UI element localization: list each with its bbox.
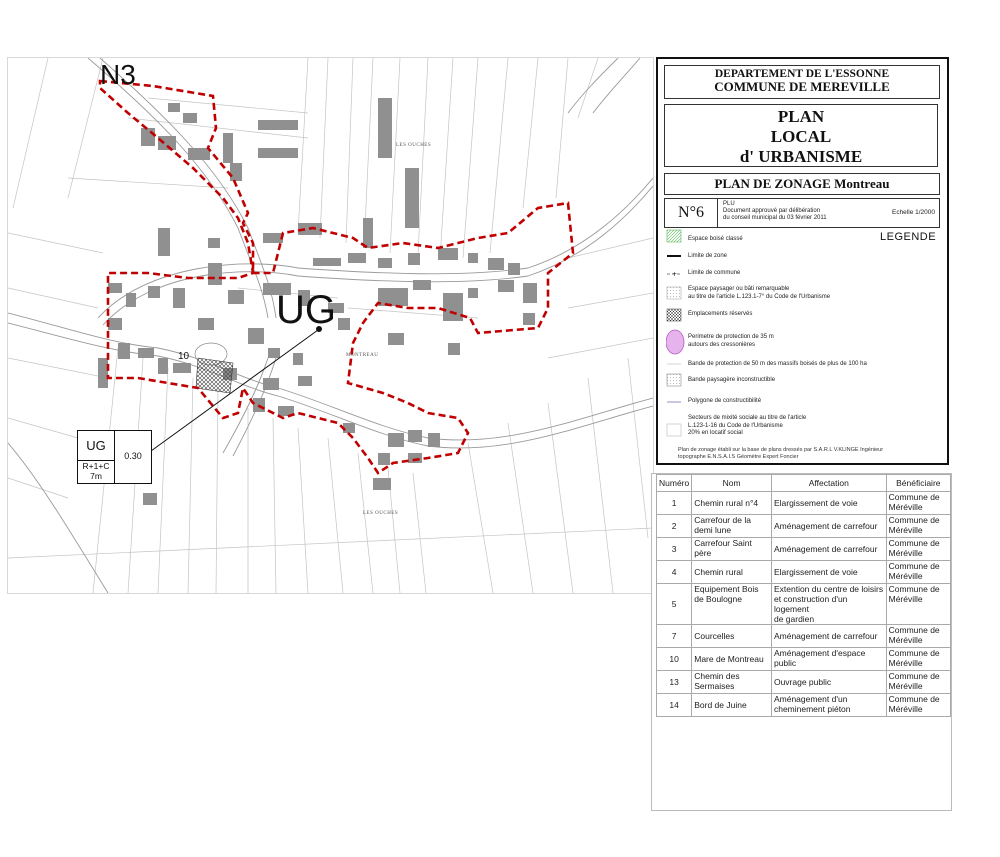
legend-item: Perimetre de protection de 35 m autours des cressonières — [688, 334, 774, 348]
place-label: LES OUCHES — [396, 143, 432, 148]
plan-number: N°6 — [665, 199, 718, 227]
scale-label: Echelle 1/2000 — [891, 209, 935, 216]
plan-subtitle: PLAN DE ZONAGE Montreau — [664, 173, 940, 195]
cell-beneficiaire: Commune de Méréville — [886, 671, 950, 694]
table-row — [657, 694, 951, 717]
legend-title: LEGENDE — [880, 231, 937, 243]
cell-affectation: Aménagement de carrefour — [771, 538, 886, 561]
legend-item: Emplacements réservés — [688, 311, 753, 317]
place-label: MONTREAU — [346, 353, 379, 358]
legend-item: Bande de protection de 50 m des massifs boisés de plus de 100 ha — [688, 361, 867, 367]
table-row — [657, 671, 951, 694]
zone-rule-cos: 0.30 — [124, 451, 142, 461]
col-beneficiaire: Bénéficiaire — [886, 475, 950, 492]
credit-note — [678, 447, 883, 461]
stippled-square-icon — [667, 374, 681, 386]
cartouche — [656, 57, 949, 465]
plu-line: du conseil municipal du 03 février 2011 — [723, 215, 827, 221]
cell-num: 14 — [657, 694, 692, 717]
table-header-row — [657, 475, 951, 492]
table-row — [657, 561, 951, 584]
cell-beneficiaire: Commune de Méréville — [886, 584, 950, 625]
zone-label-ug: UG — [276, 288, 336, 332]
legend-item: Polygone de constructibilité — [688, 398, 762, 404]
zone-rule-height: R+1+C 7m — [78, 461, 115, 483]
title-line-2: LOCAL — [770, 127, 832, 146]
legend-item: Limite de commune — [688, 270, 741, 276]
cell-num: 13 — [657, 671, 692, 694]
reserved-locations-panel — [651, 473, 952, 811]
header-commune — [664, 65, 940, 99]
cell-num: 3 — [657, 538, 692, 561]
empty-square-icon — [667, 424, 681, 436]
legend-item: Secteurs de mixité sociale au titre de l'article L.123-1-16 du Code de l'Urbanisme 20% en locatif social — [688, 415, 807, 436]
cell-num: 7 — [657, 625, 692, 648]
cell-beneficiaire: Commune de Méréville — [886, 561, 950, 584]
plan-number-row — [664, 198, 940, 228]
cell-num: 2 — [657, 515, 692, 538]
zone-rule-name: UG — [78, 431, 115, 461]
cell-nom: Chemin rural n°4 — [692, 492, 772, 515]
cell-num: 1 — [657, 492, 692, 515]
svg-text:+: + — [672, 271, 678, 278]
cell-nom: Equipement Bois de Boulogne — [692, 584, 772, 625]
zoning-map[interactable] — [7, 57, 654, 594]
plu-line: Document approuvé par délibération — [723, 208, 821, 214]
cell-nom: Chemin des Sermaises — [692, 671, 772, 694]
cell-nom: Chemin rural — [692, 561, 772, 584]
cell-nom: Bord de Juine — [692, 694, 772, 717]
cell-affectation: Aménagement de carrefour — [771, 625, 886, 648]
table-row — [657, 515, 951, 538]
hatched-green-square-icon — [667, 230, 681, 242]
table-body — [657, 492, 951, 717]
cell-affectation: Ouvrage public — [771, 671, 886, 694]
commune-label: COMMUNE DE MEREVILLE — [714, 79, 890, 94]
cell-num: 4 — [657, 561, 692, 584]
departement-label: DEPARTEMENT DE L'ESSONNE — [714, 68, 890, 80]
crosshatch-square-icon — [667, 309, 681, 321]
legend-symbols — [666, 229, 686, 444]
reserved-locations-table — [656, 474, 951, 717]
legend-item: Espace boisé classé — [688, 236, 743, 242]
credit-line: topographe E.N.S.A.I.S Géomètre Expert Foncier — [678, 454, 799, 460]
cell-nom: Mare de Montreau — [692, 648, 772, 671]
legend-item: Espace paysager ou bâti remarquable au titre de l'article L.123.1-7° du Code de l'Urbanisme — [688, 286, 831, 300]
plu-line: PLU — [723, 201, 735, 207]
cell-beneficiaire: Commune de Méréville — [886, 538, 950, 561]
zone-rule-box — [77, 430, 152, 484]
cell-nom: Carrefour Saint père — [692, 538, 772, 561]
table-row — [657, 648, 951, 671]
legend-item: Bande paysagère inconstructible — [688, 377, 776, 383]
title-line-3: d' URBANISME — [739, 147, 863, 166]
plan-title — [664, 104, 938, 167]
legend-item: Limite de zone — [688, 253, 728, 259]
cell-nom: Carrefour de la demi lune — [692, 515, 772, 538]
cell-affectation: Aménagement de carrefour — [771, 515, 886, 538]
cell-beneficiaire: Commune de Méréville — [886, 492, 950, 515]
table-row — [657, 492, 951, 515]
plu-description — [723, 201, 827, 222]
cell-affectation: Extention du centre de loisirs et construction d'un logement de gardien — [771, 584, 886, 625]
pink-blob-icon — [666, 330, 684, 354]
cell-beneficiaire: Commune de Méréville — [886, 694, 950, 717]
emplacement-label-10: 10 — [178, 351, 190, 362]
table-row — [657, 538, 951, 561]
dotted-square-icon — [667, 287, 681, 299]
cell-nom: Courcelles — [692, 625, 772, 648]
cell-num: 10 — [657, 648, 692, 671]
table-row — [657, 625, 951, 648]
cell-beneficiaire: Commune de Méréville — [886, 648, 950, 671]
table-row — [657, 584, 951, 625]
reserved-area-hatch — [196, 358, 233, 393]
title-line-1: PLAN — [777, 107, 825, 126]
cell-affectation: Elargissement de voie — [771, 561, 886, 584]
cell-num: 5 — [657, 584, 692, 625]
cell-affectation: Aménagement d'espace public — [771, 648, 886, 671]
col-numero: Numéro — [657, 475, 692, 492]
col-affectation: Affectation — [771, 475, 886, 492]
zone-label-n3: N3 — [100, 59, 136, 90]
cell-beneficiaire: Commune de Méréville — [886, 625, 950, 648]
col-nom: Nom — [692, 475, 772, 492]
cell-affectation: Elargissement de voie — [771, 492, 886, 515]
cell-beneficiaire: Commune de Méréville — [886, 515, 950, 538]
cell-affectation: Aménagement d'un cheminement piéton — [771, 694, 886, 717]
place-label: LES OUCHES — [363, 511, 399, 516]
credit-line: Plan de zonage établi sur la base de plans dressés par S.A.R.L V.KLINGE Ingénieur — [678, 447, 884, 453]
